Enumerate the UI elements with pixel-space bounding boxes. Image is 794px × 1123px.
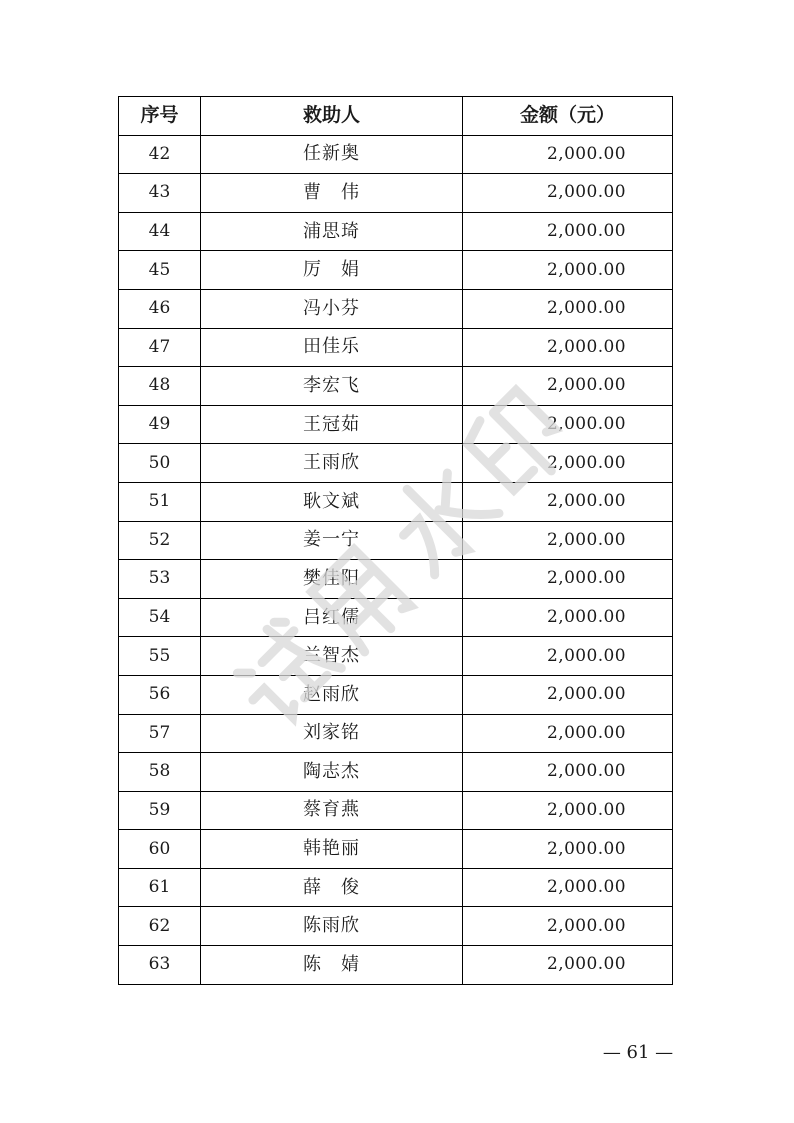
cell-seq: 55 <box>119 637 201 676</box>
cell-name: 兰智杰 <box>201 637 463 676</box>
cell-name: 王雨欣 <box>201 444 463 483</box>
cell-amount: 2,000.00 <box>463 830 673 869</box>
cell-seq: 43 <box>119 174 201 213</box>
table-row <box>119 367 673 406</box>
cell-seq: 49 <box>119 405 201 444</box>
cell-name: 厉 娟 <box>201 251 463 290</box>
cell-amount: 2,000.00 <box>463 251 673 290</box>
table-row <box>119 714 673 753</box>
cell-name: 冯小芬 <box>201 289 463 328</box>
cell-name: 吕红儒 <box>201 598 463 637</box>
cell-seq: 60 <box>119 830 201 869</box>
cell-name: 陈雨欣 <box>201 907 463 946</box>
table-row <box>119 753 673 792</box>
table-row <box>119 830 673 869</box>
cell-amount: 2,000.00 <box>463 289 673 328</box>
table-row <box>119 174 673 213</box>
cell-amount: 2,000.00 <box>463 521 673 560</box>
cell-seq: 63 <box>119 946 201 985</box>
cell-name: 王冠茹 <box>201 405 463 444</box>
cell-amount: 2,000.00 <box>463 791 673 830</box>
cell-seq: 56 <box>119 675 201 714</box>
cell-amount: 2,000.00 <box>463 907 673 946</box>
cell-name: 薛 俊 <box>201 868 463 907</box>
table-row <box>119 135 673 174</box>
cell-seq: 51 <box>119 482 201 521</box>
cell-amount: 2,000.00 <box>463 212 673 251</box>
cell-amount: 2,000.00 <box>463 444 673 483</box>
cell-name: 浦思琦 <box>201 212 463 251</box>
cell-name: 曹 伟 <box>201 174 463 213</box>
cell-amount: 2,000.00 <box>463 174 673 213</box>
cell-seq: 59 <box>119 791 201 830</box>
cell-name: 韩艳丽 <box>201 830 463 869</box>
table-row <box>119 328 673 367</box>
cell-name: 樊佳阳 <box>201 560 463 599</box>
cell-seq: 44 <box>119 212 201 251</box>
cell-amount: 2,000.00 <box>463 637 673 676</box>
cell-amount: 2,000.00 <box>463 598 673 637</box>
table-row <box>119 637 673 676</box>
cell-seq: 57 <box>119 714 201 753</box>
table-row <box>119 946 673 985</box>
cell-name: 刘家铭 <box>201 714 463 753</box>
cell-name: 李宏飞 <box>201 367 463 406</box>
table-row <box>119 791 673 830</box>
table-row <box>119 521 673 560</box>
header-recipient: 救助人 <box>201 97 463 136</box>
cell-seq: 46 <box>119 289 201 328</box>
table-row <box>119 868 673 907</box>
table-row <box>119 444 673 483</box>
table-row <box>119 212 673 251</box>
cell-name: 陶志杰 <box>201 753 463 792</box>
cell-amount: 2,000.00 <box>463 560 673 599</box>
cell-name: 赵雨欣 <box>201 675 463 714</box>
table-row <box>119 289 673 328</box>
cell-amount: 2,000.00 <box>463 675 673 714</box>
cell-seq: 58 <box>119 753 201 792</box>
cell-name: 陈 婧 <box>201 946 463 985</box>
cell-seq: 47 <box>119 328 201 367</box>
table-row <box>119 251 673 290</box>
cell-amount: 2,000.00 <box>463 367 673 406</box>
cell-name: 田佳乐 <box>201 328 463 367</box>
cell-name: 蔡育燕 <box>201 791 463 830</box>
cell-amount: 2,000.00 <box>463 482 673 521</box>
cell-seq: 53 <box>119 560 201 599</box>
table-row <box>119 560 673 599</box>
cell-seq: 48 <box>119 367 201 406</box>
cell-amount: 2,000.00 <box>463 405 673 444</box>
cell-amount: 2,000.00 <box>463 946 673 985</box>
cell-seq: 54 <box>119 598 201 637</box>
cell-seq: 50 <box>119 444 201 483</box>
cell-amount: 2,000.00 <box>463 868 673 907</box>
page-number: — 61 — <box>602 1042 674 1063</box>
cell-seq: 52 <box>119 521 201 560</box>
header-seq: 序号 <box>119 97 201 136</box>
table-row <box>119 405 673 444</box>
cell-seq: 61 <box>119 868 201 907</box>
cell-seq: 45 <box>119 251 201 290</box>
cell-amount: 2,000.00 <box>463 714 673 753</box>
table-row <box>119 675 673 714</box>
cell-amount: 2,000.00 <box>463 753 673 792</box>
header-amount: 金额（元） <box>463 97 673 136</box>
relief-roster-table <box>118 96 673 985</box>
cell-seq: 62 <box>119 907 201 946</box>
table-row <box>119 907 673 946</box>
cell-name: 姜一宁 <box>201 521 463 560</box>
table-row <box>119 482 673 521</box>
cell-name: 耿文斌 <box>201 482 463 521</box>
table-row <box>119 598 673 637</box>
table-header-row <box>119 97 673 136</box>
cell-amount: 2,000.00 <box>463 328 673 367</box>
table-body <box>119 135 673 984</box>
cell-name: 任新奥 <box>201 135 463 174</box>
cell-amount: 2,000.00 <box>463 135 673 174</box>
cell-seq: 42 <box>119 135 201 174</box>
